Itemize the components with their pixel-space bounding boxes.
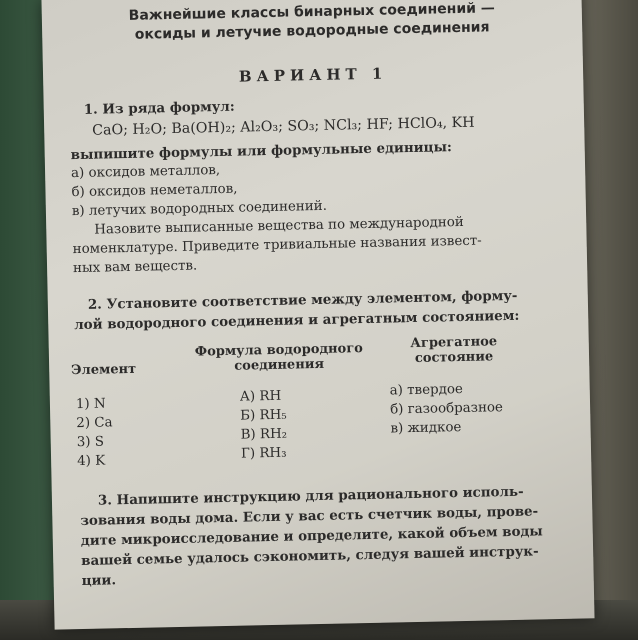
formula-item: Б) RH₅ xyxy=(240,407,287,424)
element-item: 1) N xyxy=(75,396,106,413)
state-item: а) твердое xyxy=(389,381,464,399)
column-header-state-line-1: Агрегатное xyxy=(410,334,498,352)
formula-item: В) RH₂ xyxy=(240,426,288,443)
task1-intro: 1. Из ряда формул: xyxy=(83,98,235,118)
task1-formula-list: CaO; H₂O; Ba(OH)₂; Al₂O₃; SO₃; NCl₃; HF; HClO₄, KH xyxy=(92,114,475,139)
column-header-state xyxy=(389,334,520,367)
task1-item-a: а) оксидов металлов, xyxy=(70,163,221,182)
column-header-formula-line-2: соединения xyxy=(234,356,325,374)
task2-intro-line-2: лой водородного соединения и агрегатным состоянием: xyxy=(74,307,520,334)
task1-instruction: выпишите формулы или формульные единицы: xyxy=(70,139,453,164)
task3-line-2: зования воды дома. Если у вас есть счетчик воды, прове- xyxy=(80,503,539,530)
column-header-element: Элемент xyxy=(71,361,137,379)
state-item: в) жидкое xyxy=(390,420,462,437)
task1-para-line-2: номенклатуре. Приведите тривиальные названия извест- xyxy=(72,233,482,258)
column-header-formula xyxy=(189,341,370,375)
state-item: б) газообразное xyxy=(389,400,504,418)
task3-line-1: 3. Напишите инструкцию для рационального исполь- xyxy=(97,483,524,509)
variant-heading: ВАРИАНТ 1 xyxy=(238,64,388,86)
task3-line-3: дите микроисследование и определите, какой объем воды xyxy=(80,523,543,550)
task1-item-b: б) оксидов неметаллов, xyxy=(71,181,238,201)
column-header-formula-line-1: Формула водородного xyxy=(194,341,364,360)
page-title-line-1: Важнейшие классы бинарных соединений — xyxy=(128,0,496,24)
element-item: 2) Ca xyxy=(76,415,113,432)
task3-line-4: вашей семье удалось сэкономить, следуя вашей инструк- xyxy=(81,543,539,570)
element-item: 3) S xyxy=(76,434,105,451)
textbook-page xyxy=(41,0,594,630)
column-header-state-line-2: состояние xyxy=(414,349,494,366)
task1-para-line-3: ных вам веществ. xyxy=(72,258,198,277)
task2-intro-line-1: 2. Установите соответствие между элементом, форму- xyxy=(87,287,518,313)
task3-line-5: ции. xyxy=(81,572,117,590)
page-title-line-2: оксиды и летучие водородные соединения xyxy=(134,19,490,43)
element-item: 4) K xyxy=(76,453,106,470)
task1-item-c: в) летучих водородных соединений. xyxy=(71,198,328,220)
formula-item: Г) RH₃ xyxy=(240,445,287,462)
task1-para-line-1: Назовите выписанные вещества по международной xyxy=(94,214,464,238)
formula-item: А) RH xyxy=(239,388,282,405)
